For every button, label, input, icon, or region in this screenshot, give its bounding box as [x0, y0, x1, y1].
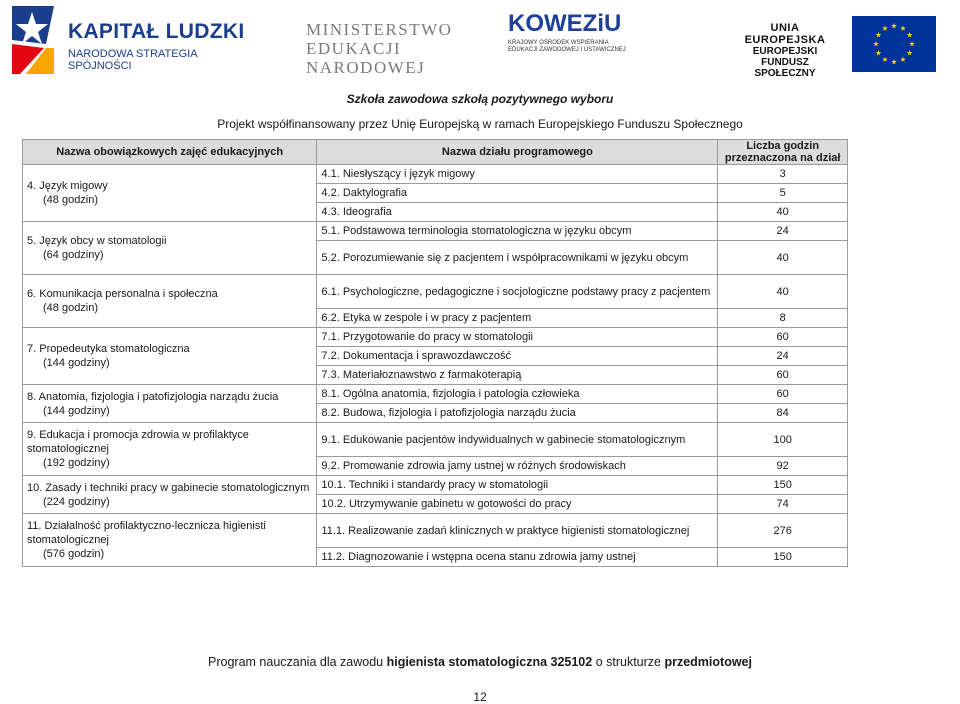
- kapital-ludzki-star-icon: [6, 4, 58, 76]
- section-hours: 74: [718, 495, 848, 514]
- eu-text-line: UNIA EUROPEJSKA: [744, 22, 826, 46]
- section-hours: 60: [718, 385, 848, 404]
- section-hours: 8: [718, 309, 848, 328]
- module-cell: [23, 222, 317, 275]
- section-hours: 100: [718, 423, 848, 457]
- table-row: [23, 165, 848, 184]
- kapital-ludzki-logo: [6, 4, 246, 76]
- section-cell: [317, 347, 718, 366]
- section-cell: [317, 366, 718, 385]
- module-cell: [23, 514, 317, 567]
- section-name: 10.1. Techniki i standardy pracy w stomatologii: [321, 479, 549, 491]
- section-name: 11.1. Realizowanie zadań klinicznych w praktyce higienisti stomatologicznej: [321, 524, 690, 537]
- module-name: 4. Język migowy: [27, 180, 108, 192]
- module-cell: [23, 275, 317, 328]
- section-hours: 60: [718, 328, 848, 347]
- section-hours: 40: [718, 241, 848, 275]
- module-hours: (64 godziny): [43, 249, 104, 261]
- module-cell: [23, 476, 317, 514]
- table-row: [23, 514, 848, 548]
- kapital-ludzki-subtitle: NARODOWA STRATEGIA SPÓJNOŚCI: [68, 48, 197, 72]
- module-cell: [23, 385, 317, 423]
- module-name: 6. Komunikacja personalna i społeczna: [27, 288, 218, 300]
- footer-caption: [0, 655, 960, 669]
- section-name: 8.2. Budowa, fizjologia i patofizjologia narządu żucia: [321, 407, 576, 419]
- kowezu-subtitle: [508, 40, 658, 54]
- table-row: [23, 328, 848, 347]
- section-name: 4.3. Ideografia: [321, 206, 392, 218]
- module-hours: (192 godziny): [43, 457, 110, 469]
- module-cell: [23, 328, 317, 385]
- module-name: 9. Edukacja i promocja zdrowia w profilaktyce stomatologicznej: [27, 429, 249, 455]
- section-hours: 5: [718, 184, 848, 203]
- module-name: 8. Anatomia, fizjologia i patofizjologia narządu żucia: [27, 390, 279, 403]
- page-number: 12: [473, 690, 487, 704]
- footer-prefix: Program nauczania dla zawodu: [208, 655, 387, 669]
- section-name: 6.2. Etyka w zespole i w pracy z pacjentem: [321, 312, 532, 324]
- section-cell: [317, 423, 718, 457]
- section-cell: [317, 241, 718, 275]
- table-row: [23, 222, 848, 241]
- module-hours: (144 godziny): [43, 357, 110, 369]
- section-cell: [317, 404, 718, 423]
- footer-structure: przedmiotowej: [664, 655, 752, 669]
- section-name: 9.2. Promowanie zdrowia jamy ustnej w różnych środowiskach: [321, 460, 626, 472]
- section-cell: [317, 328, 718, 347]
- project-title: Szkoła zawodowa szkołą pozytywnego wyboru: [346, 92, 614, 106]
- header-section: Nazwa działu programowego: [317, 140, 718, 165]
- module-name: 10. Zasady i techniki pracy w gabinecie stomatologicznym: [27, 481, 310, 494]
- kapital-ludzki-title: KAPITAŁ LUDZKI: [68, 20, 245, 43]
- section-cell: [317, 165, 718, 184]
- ministry-line: EDUKACJI: [306, 39, 402, 58]
- module-name: 7. Propedeutyka stomatologiczna: [27, 343, 190, 355]
- kowezu-sub-line: KRAJOWY OŚRODEK WSPIERANIA: [508, 40, 609, 46]
- section-cell: [317, 495, 718, 514]
- module-hours: (144 godziny): [43, 404, 110, 417]
- section-hours: 150: [718, 548, 848, 567]
- section-hours: 276: [718, 514, 848, 548]
- module-name: 11. Działalność profilaktyczno-lecznicza higienisti stomatologicznej: [27, 520, 266, 546]
- section-hours: 40: [718, 275, 848, 309]
- section-cell: [317, 548, 718, 567]
- footer-middle: o strukturze: [592, 655, 665, 669]
- section-name: 5.1. Podstawowa terminologia stomatologiczna w języku obcym: [321, 225, 632, 237]
- footer-profession: higienista stomatologiczna 325102: [386, 655, 593, 669]
- header-hours: Liczba godzin przeznaczona na dział: [718, 140, 848, 165]
- kowezu-sub-line: EDUKACJI ZAWODOWEJ I USTAWICZNEJ: [508, 47, 626, 53]
- section-hours: 150: [718, 476, 848, 495]
- section-name: 10.2. Utrzymywanie gabinetu w gotowości do pracy: [321, 498, 572, 510]
- table-row: [23, 275, 848, 309]
- ministry-line: MINISTERSTWO: [306, 20, 453, 39]
- module-hours: (224 godziny): [43, 495, 110, 508]
- section-name: 5.2. Porozumiewanie się z pacjentem i współpracownikami w języku obcym: [321, 251, 689, 264]
- module-hours: (576 godzin): [43, 548, 105, 560]
- section-cell: [317, 476, 718, 495]
- section-hours: 24: [718, 222, 848, 241]
- kowezu-name: KOWEZiU: [508, 10, 622, 37]
- section-cell: [317, 309, 718, 328]
- section-name: 6.1. Psychologiczne, pedagogiczne i socjologiczne podstawy pracy z pacjentem: [321, 285, 711, 298]
- section-cell: [317, 222, 718, 241]
- table-row: [23, 476, 848, 495]
- section-name: 7.3. Materiałoznawstwo z farmakoterapią: [321, 369, 522, 381]
- section-name: 4.2. Daktylografia: [321, 187, 408, 199]
- header-module: Nazwa obowiązkowych zajęć edukacyjnych: [23, 140, 317, 165]
- module-cell: [23, 165, 317, 222]
- section-name: 9.1. Edukowanie pacjentów indywidualnych w gabinecie stomatologicznym: [321, 433, 686, 446]
- table-row: [23, 423, 848, 457]
- section-hours: 92: [718, 457, 848, 476]
- module-name: 5. Język obcy w stomatologii: [27, 235, 167, 247]
- section-cell: [317, 385, 718, 404]
- ministry-line: NARODOWEJ: [306, 58, 426, 77]
- section-name: 8.1. Ogólna anatomia, fizjologia i patologia człowieka: [321, 388, 580, 400]
- ministry-logo: [306, 20, 456, 77]
- eu-text: [730, 22, 840, 79]
- eu-text-line: EUROPEJSKI: [752, 46, 818, 57]
- module-hours: (48 godzin): [43, 194, 99, 206]
- project-subtitle: Projekt współfinansowany przez Unię Europejską w ramach Europejskiego Funduszu Społecznego: [217, 117, 743, 131]
- section-cell: [317, 275, 718, 309]
- kowezu-logo: [508, 10, 658, 72]
- section-hours: 24: [718, 347, 848, 366]
- module-hours: (48 godzin): [43, 302, 99, 314]
- eu-text-line: FUNDUSZ SPOŁECZNY: [754, 57, 816, 79]
- section-name: 4.1. Niesłyszący i język migowy: [321, 168, 475, 180]
- eu-flag-icon: [852, 16, 936, 72]
- table-row: [23, 385, 848, 404]
- table-body: [23, 165, 848, 567]
- section-hours: 40: [718, 203, 848, 222]
- section-hours: 3: [718, 165, 848, 184]
- section-hours: 60: [718, 366, 848, 385]
- logo-bar: [0, 0, 960, 80]
- section-name: 7.2. Dokumentacja i sprawozdawczość: [321, 350, 511, 362]
- curriculum-table: [22, 139, 848, 567]
- section-name: 7.1. Przygotowanie do pracy w stomatologii: [321, 331, 533, 343]
- section-hours: 84: [718, 404, 848, 423]
- section-cell: [317, 514, 718, 548]
- section-name: 11.2. Diagnozowanie i wstępna ocena stanu zdrowia jamy ustnej: [321, 551, 636, 563]
- section-cell: [317, 457, 718, 476]
- table-header-row: [23, 140, 848, 165]
- section-cell: [317, 184, 718, 203]
- section-cell: [317, 203, 718, 222]
- module-cell: [23, 423, 317, 476]
